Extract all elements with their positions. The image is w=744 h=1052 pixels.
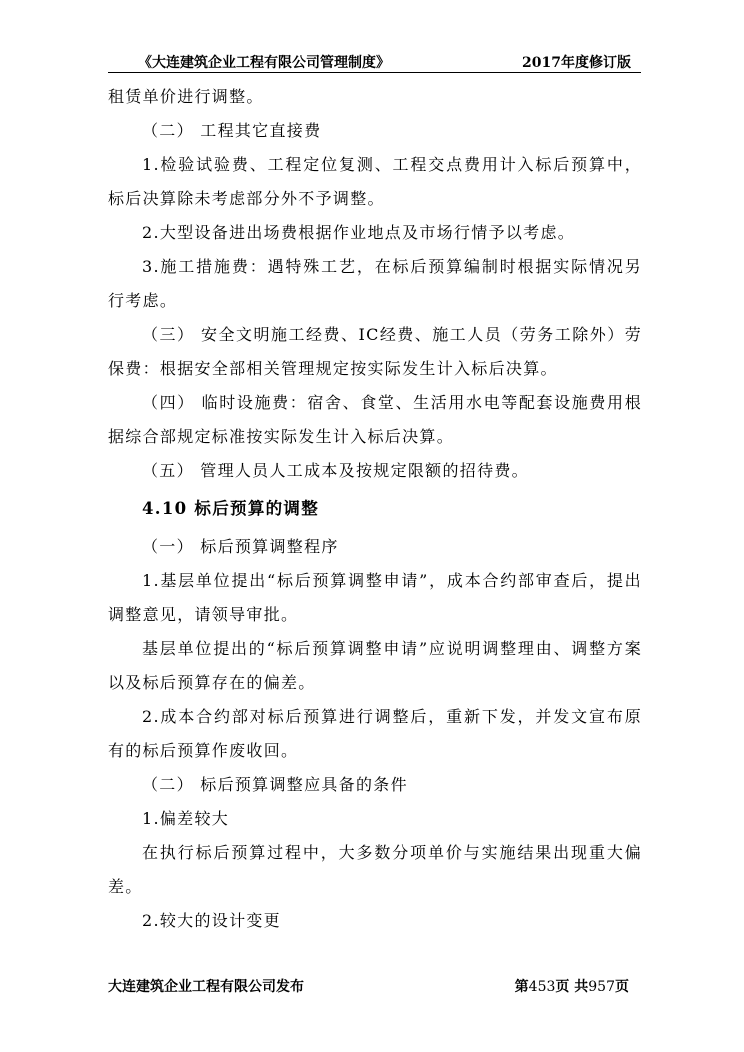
paragraph-5: 3.施工措施费：遇特殊工艺，在标后预算编制时根据实际情况另行考虑。	[108, 257, 642, 310]
paragraph-11: 1.基层单位提出“标后预算调整申请”，成本合约部审查后，提出调整意见，请领导审批。	[108, 571, 642, 624]
paragraph-8: （五） 管理人员人工成本及按规定限额的招待费。	[142, 461, 529, 480]
paragraph-12: 基层单位提出的“标后预算调整申请”应说明调整理由、调整方案以及标后预算存在的偏差。	[108, 639, 642, 692]
page-footer	[108, 976, 641, 996]
paragraph-4: 2.大型设备进出场费根据作业地点及市场行情予以考虑。	[142, 223, 576, 242]
paragraph-3: 1.检验试验费、工程定位复测、工程交点费用计入标后预算中，标后决算除未考虑部分外不予调整。	[108, 155, 642, 208]
paragraph-14: （二） 标后预算调整应具备的条件	[142, 775, 408, 794]
page-prefix: 第	[514, 979, 529, 995]
page-mid: 页 共	[555, 979, 589, 995]
header-version: 2017年度修订版	[522, 55, 631, 71]
paragraph-15: 1.偏差较大	[142, 809, 230, 828]
page-counter	[515, 976, 629, 996]
section-heading: 4.10 标后预算的调整	[142, 499, 320, 518]
paragraph-7: （四） 临时设施费：宿舍、食堂、生活用水电等配套设施费用根据综合部规定标准按实际发生计入标后决算。	[108, 393, 642, 446]
paragraph-10: （一） 标后预算调整程序	[142, 537, 339, 556]
paragraph-16: 在执行标后预算过程中，大多数分项单价与实施结果出现重大偏差。	[108, 843, 642, 896]
page-header	[108, 50, 641, 73]
document-body	[108, 80, 642, 938]
paragraph-2: （二） 工程其它直接费	[142, 121, 322, 140]
paragraph-17: 2.较大的设计变更	[142, 911, 281, 930]
header-title: 《大连建筑企业工程有限公司管理制度》	[138, 55, 390, 71]
page-number: 453	[528, 979, 556, 995]
page-total: 957	[588, 979, 615, 995]
paragraph-13: 2.成本合约部对标后预算进行调整后，重新下发，并发文宣布原有的标后预算作废收回。	[108, 707, 642, 760]
page-suffix: 页	[615, 979, 629, 995]
paragraph-6: （三） 安全文明施工经费、IC经费、施工人员（劳务工除外）劳保费：根据安全部相关管理规定按实际发生计入标后决算。	[108, 325, 642, 378]
paragraph-1: 租赁单价进行调整。	[108, 87, 264, 106]
footer-publisher: 大连建筑企业工程有限公司发布	[108, 979, 304, 995]
